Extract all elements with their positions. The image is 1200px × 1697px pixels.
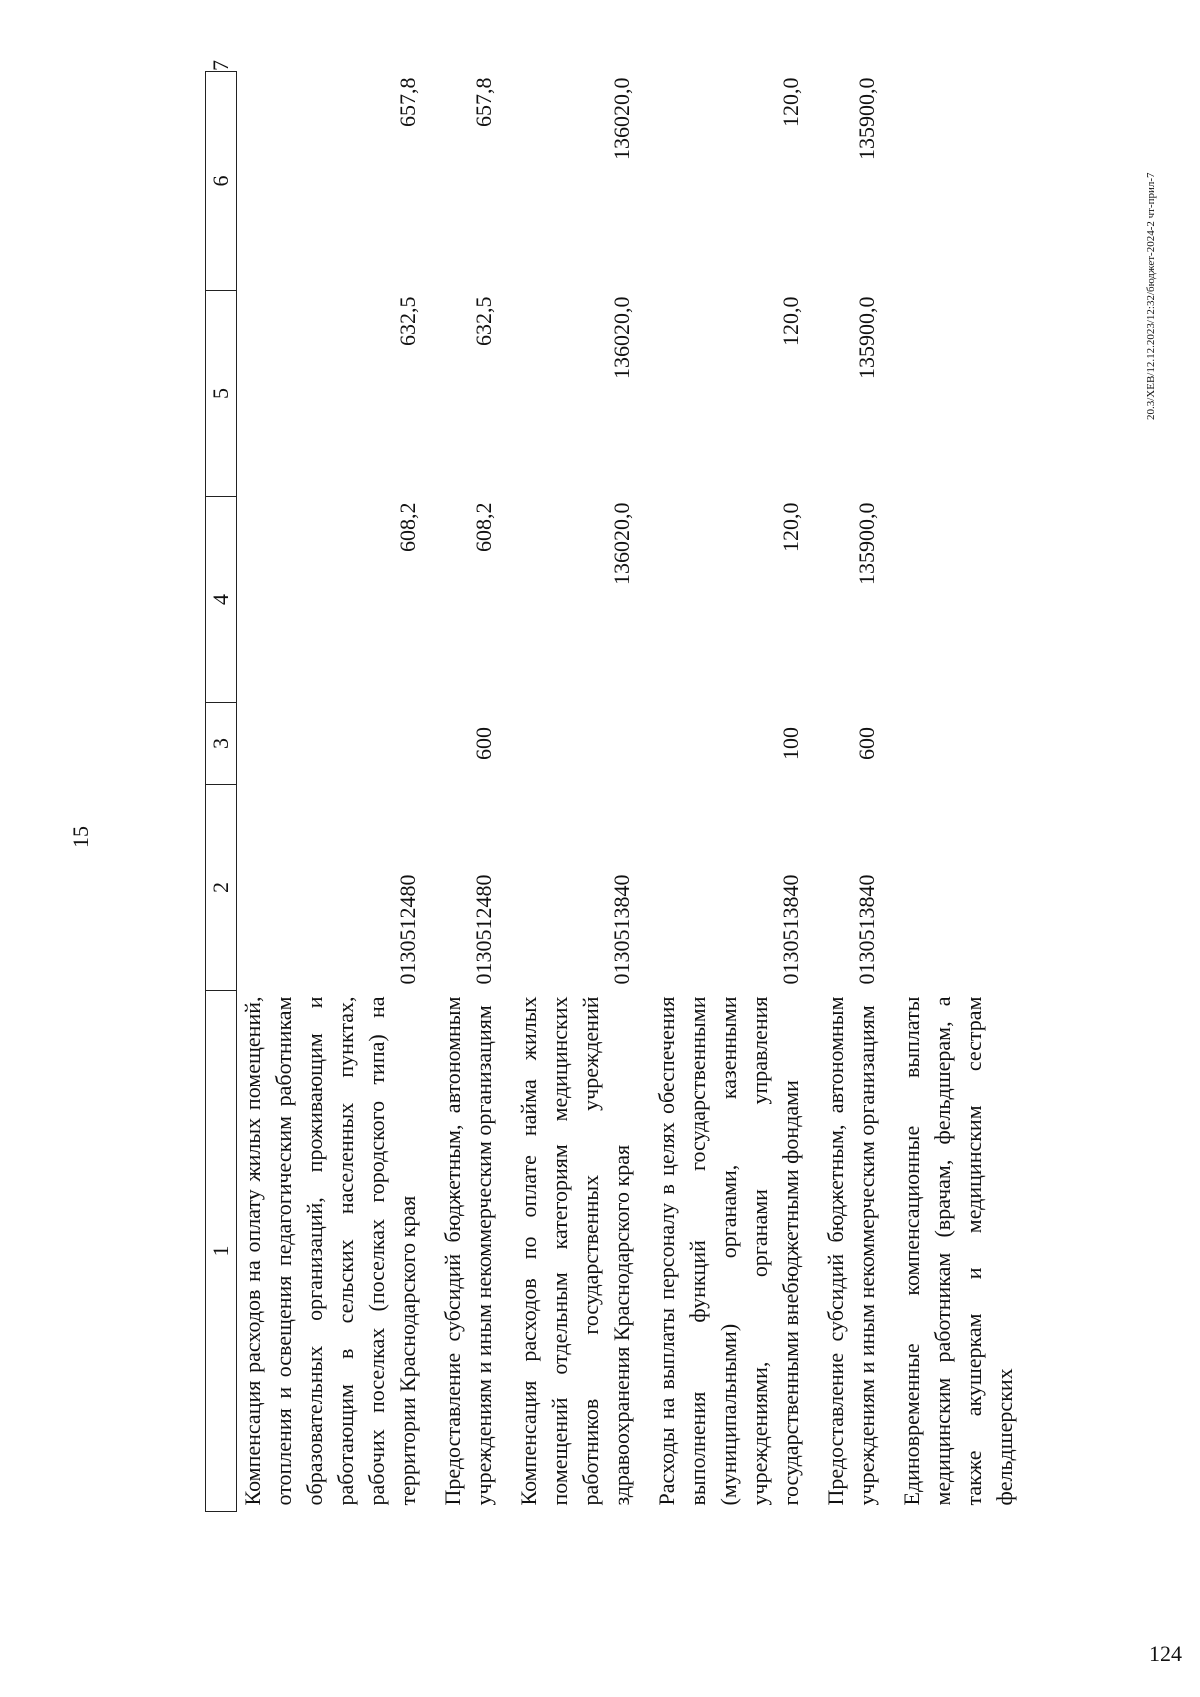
row-expense-type: 600: [854, 727, 879, 760]
page-stamp-number: 124: [1149, 1641, 1182, 1666]
row-target-code: 0130513840: [778, 874, 803, 985]
col-header-1: 1: [206, 991, 237, 1512]
row-amount-2025: 120,0: [778, 296, 803, 346]
row-amount-2024: [896, 497, 1034, 703]
document-code: 20.3/ХЕВ/12.12.2023/12:32/бюджет-2024-2 чт-прил-7: [1145, 172, 1157, 420]
row-amount-2025: [896, 291, 1034, 497]
row-expense-type: 100: [778, 727, 803, 760]
row-description: Единовременные компенсационные выплаты медицинским работникам (врачам, фельдшерам, а также акушеркам и медицинским сестрам фельдшерских: [899, 996, 1017, 1506]
row-target-code: 0130512480: [471, 874, 496, 985]
rotated-page-content: [205, 60, 1034, 1512]
row-target-code: 0130512480: [395, 874, 420, 985]
header-row: 1 2 3 4 5 6 7: [206, 72, 237, 1512]
row-amount-2026: [896, 72, 1034, 291]
table-row: [651, 72, 820, 1512]
row-expense-type: [896, 703, 1034, 785]
table-row: [896, 72, 1034, 1512]
row-amount-2024: 135900,0: [854, 502, 879, 585]
col-header-6: 6: [206, 72, 237, 291]
row-description: Предоставление субсидий бюджетным, автономным учреждениям и иным некоммерческим организациям: [823, 996, 879, 1506]
table-row: [513, 72, 651, 1512]
budget-table: [205, 60, 1034, 1512]
page-number: 15: [68, 826, 93, 848]
col-header-4: 4: [206, 497, 237, 703]
row-amount-2025: 135900,0: [854, 296, 879, 379]
row-description: Компенсация расходов на оплату жилых помещений, отопления и освещения педагогическим работникам образовательных организаций, проживающим и работающим в сельских населенных пунктах, рабочих поселках (поселках городского типа) на территории Краснодарского края: [240, 996, 420, 1506]
row-amount-2026: 120,0: [778, 77, 803, 127]
table-row: [237, 72, 438, 1512]
row-expense-type: [513, 703, 651, 785]
row-amount-2025: 632,5: [395, 296, 420, 346]
row-target-code: 0130513840: [609, 874, 634, 985]
col-header-3: 3: [206, 703, 237, 785]
row-amount-2024: 120,0: [778, 502, 803, 552]
row-expense-type: [237, 703, 438, 785]
row-amount-2025: 136020,0: [609, 296, 634, 379]
table-row: [820, 72, 896, 1512]
row-amount-2025: 632,5: [471, 296, 496, 346]
row-amount-2026: 136020,0: [609, 77, 634, 160]
col-header-2: 2: [206, 785, 237, 991]
row-amount-2024: 608,2: [395, 502, 420, 552]
row-amount-2024: 136020,0: [609, 502, 634, 585]
row-amount-2026: 135900,0: [854, 77, 879, 160]
row-description: Предоставление субсидий бюджетным, автономным учреждениям и иным некоммерческим организациям: [440, 996, 496, 1506]
row-amount-2026: 657,8: [471, 77, 496, 127]
row-expense-type: 600: [471, 727, 496, 760]
row-description: Компенсация расходов по оплате найма жилых помещений отдельным категориям медицинских работников государственных учреждений здравоохранения Краснодарского края: [516, 996, 634, 1506]
row-description: Расходы на выплаты персоналу в целях обеспечения выполнения функций государственными (муниципальными) органами, казенными учреждениями, органами управления государственными внебюджетными фондами: [654, 996, 803, 1506]
row-target-code: [896, 785, 1034, 991]
row-amount-2024: 608,2: [471, 502, 496, 552]
row-amount-2026: 657,8: [395, 77, 420, 127]
col-header-5: 5: [206, 291, 237, 497]
table-row: [437, 72, 513, 1512]
row-target-code: 0130513840: [854, 874, 879, 985]
